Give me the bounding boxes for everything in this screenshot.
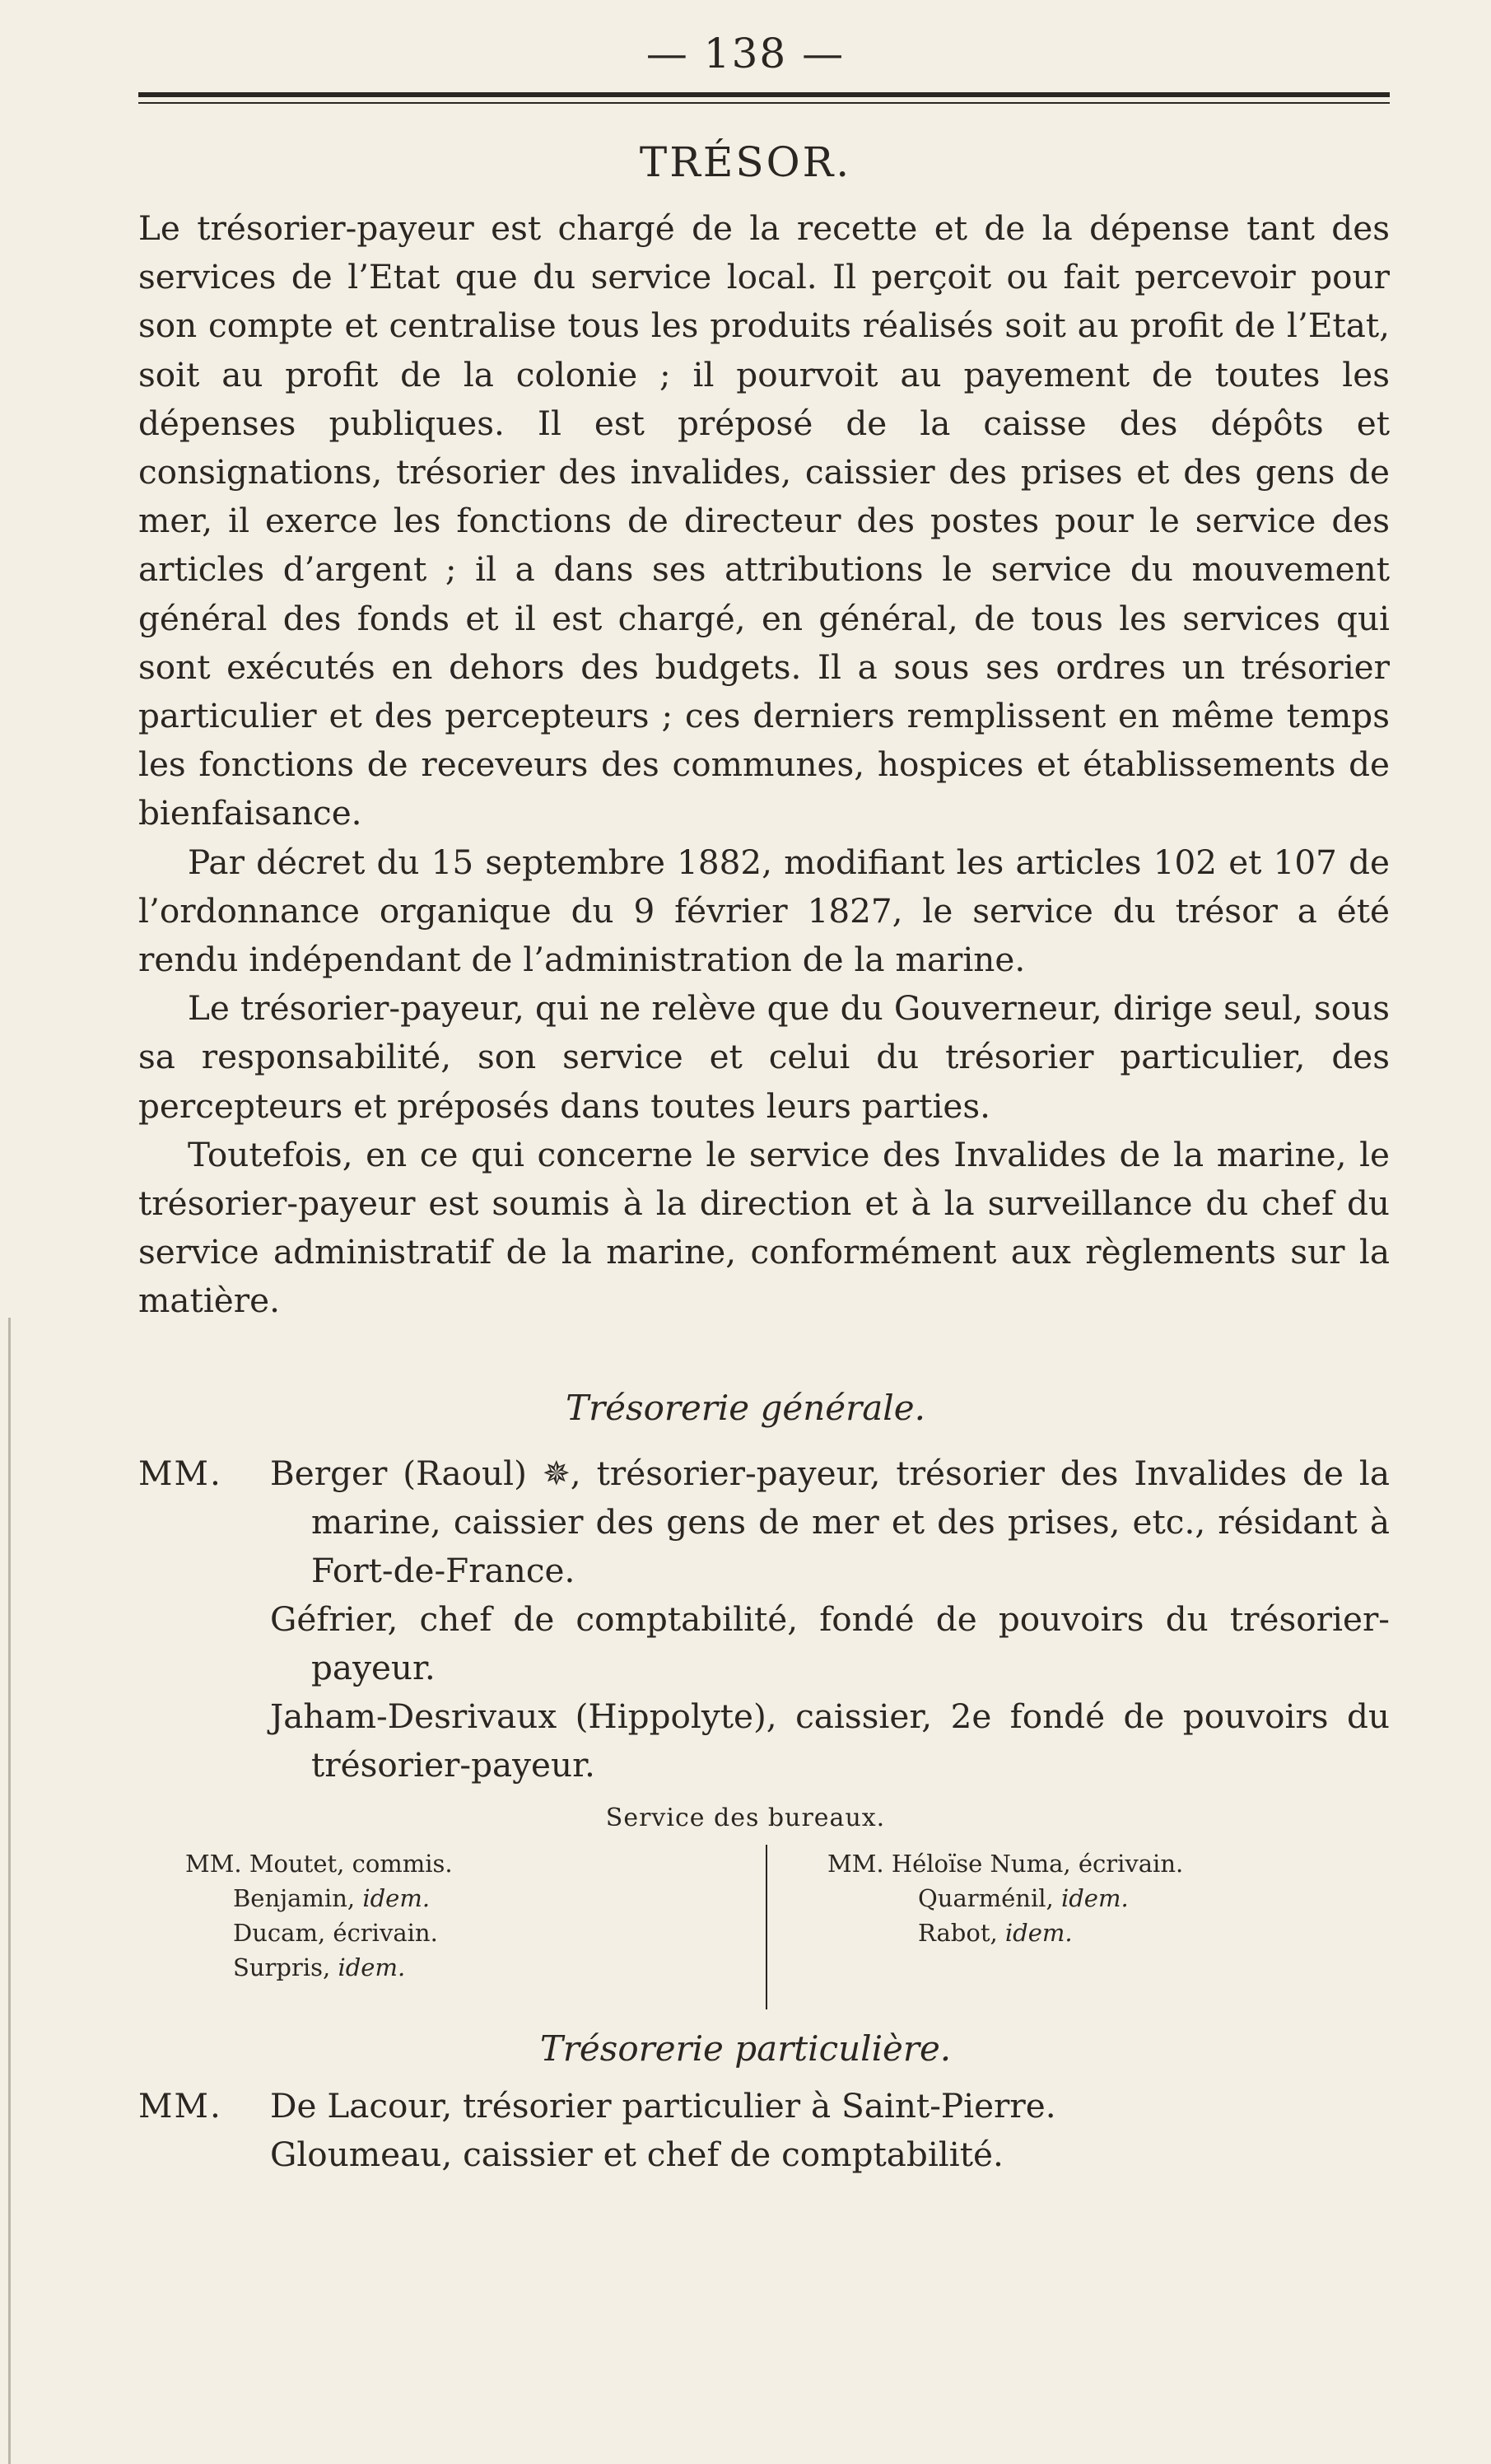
header-rule-thin [138, 102, 1390, 104]
list-item [138, 1449, 1390, 1595]
staff-role: idem. [1060, 1884, 1129, 1912]
list-item [827, 1881, 1404, 1916]
paragraph: Par décret du 15 septembre 1882, modifiant les articles 102 et 107 de l’ordonnance organique du 9 février 1827, le service du trésor a été rendu indépendant de l’administration de la marine. [138, 842, 1390, 980]
body-text [138, 204, 1390, 1326]
bureaux-right-column [827, 1846, 1404, 1950]
list-item: Gloumeau, caissier et chef de comptabilité. [270, 2135, 1004, 2174]
staff-name: Ducam, [233, 1919, 326, 1947]
paragraph: Toutefois, en ce qui concerne le service des Invalides de la marine, le trésorier-payeur est soumis à la direction et à la surveillance du chef du service administratif de la marine, conformément aux règlements sur la matière. [138, 1134, 1390, 1321]
list-item [138, 2082, 1390, 2130]
staff-role: idem. [1004, 1919, 1073, 1947]
entry-text: De Lacour, trésorier particulier à Saint-Pierre. [270, 2086, 1056, 2126]
tresorerie-particuliere-list [138, 2082, 1390, 2179]
staff-name: Benjamin, [233, 1884, 356, 1912]
list-item [185, 1846, 762, 1881]
staff-role: écrivain. [333, 1919, 438, 1947]
list-item: Jaham-Desrivaux (Hippolyte), caissier, 2e fondé de pouvoirs du trésorier-payeur. [270, 1696, 1390, 1785]
list-item [185, 1916, 762, 1950]
list-item [827, 1846, 1404, 1881]
list-item [185, 1950, 762, 1985]
mm-label: MM. [185, 1850, 242, 1878]
mm-label: MM. [138, 1454, 222, 1493]
list-item: Géfrier, chef de comptabilité, fondé de pouvoirs du trésorier-payeur. [270, 1599, 1390, 1687]
entry-text: Berger (Raoul) ✵, trésorier-payeur, trésorier des Invalides de la marine, caissier des gens de mer et des prises, etc., résidant à Fort-de-France. [270, 1454, 1390, 1590]
mm-label: MM. [827, 1850, 884, 1878]
staff-name: Rabot, [918, 1919, 998, 1947]
tresorerie-particuliere-heading: Trésorerie particulière. [539, 2028, 952, 2069]
tresorerie-generale-heading: Trésorerie générale. [566, 1388, 925, 1428]
service-bureaux-heading: Service des bureaux. [605, 1804, 886, 1832]
page-number: — 138 — [645, 30, 846, 77]
list-item [827, 1916, 1404, 1950]
bureaux-left-column [185, 1846, 762, 1985]
paragraph: Le trésorier-payeur est chargé de la recette et de la dépense tant des services de l’Etat que du service local. Il perçoit ou fait percevoir pour son compte et centralise tous les produits réalisés soit au profit de l’Etat, soit au profit de la colonie ; il pourvoit au payement de toutes les dépenses publiques. Il est préposé de la caisse des dépôts et consignations, trésorier des invalides, caissier des prises et des gens de mer, il exerce les fonctions de directeur des postes pour le service des articles d’argent ; il a dans ses attributions le service du mouvement général des fonds et il est chargé, en général, de tous les services qui sont exécutés en dehors des budgets. Il a sous ses ordres un trésorier particulier et des percepteurs ; ces derniers remplissent en même temps les fonctions de receveurs des communes, hospices et établissements de bienfaisance. [138, 208, 1390, 833]
staff-name: Héloïse Numa, [891, 1850, 1071, 1878]
header-rule [138, 92, 1390, 97]
tresorerie-generale-list [138, 1449, 1390, 1790]
list-item [185, 1881, 762, 1916]
page-edge-shadow [8, 1318, 11, 2464]
staff-role: idem. [362, 1884, 431, 1912]
staff-role: écrivain. [1078, 1850, 1184, 1878]
staff-name: Quarménil, [918, 1884, 1054, 1912]
column-divider [766, 1845, 767, 2009]
staff-role: commis. [352, 1850, 453, 1878]
staff-role: idem. [338, 1953, 406, 1981]
mm-label: MM. [138, 2086, 222, 2126]
section-title: TRÉSOR. [639, 138, 852, 186]
staff-name: Surpris, [233, 1953, 331, 1981]
paragraph: Le trésorier-payeur, qui ne relève que du Gouverneur, dirige seul, sous sa responsabilité, son service et celui du trésorier particulier, des percepteurs et préposés dans toutes leurs parties. [138, 988, 1390, 1126]
staff-name: Moutet, [249, 1850, 345, 1878]
